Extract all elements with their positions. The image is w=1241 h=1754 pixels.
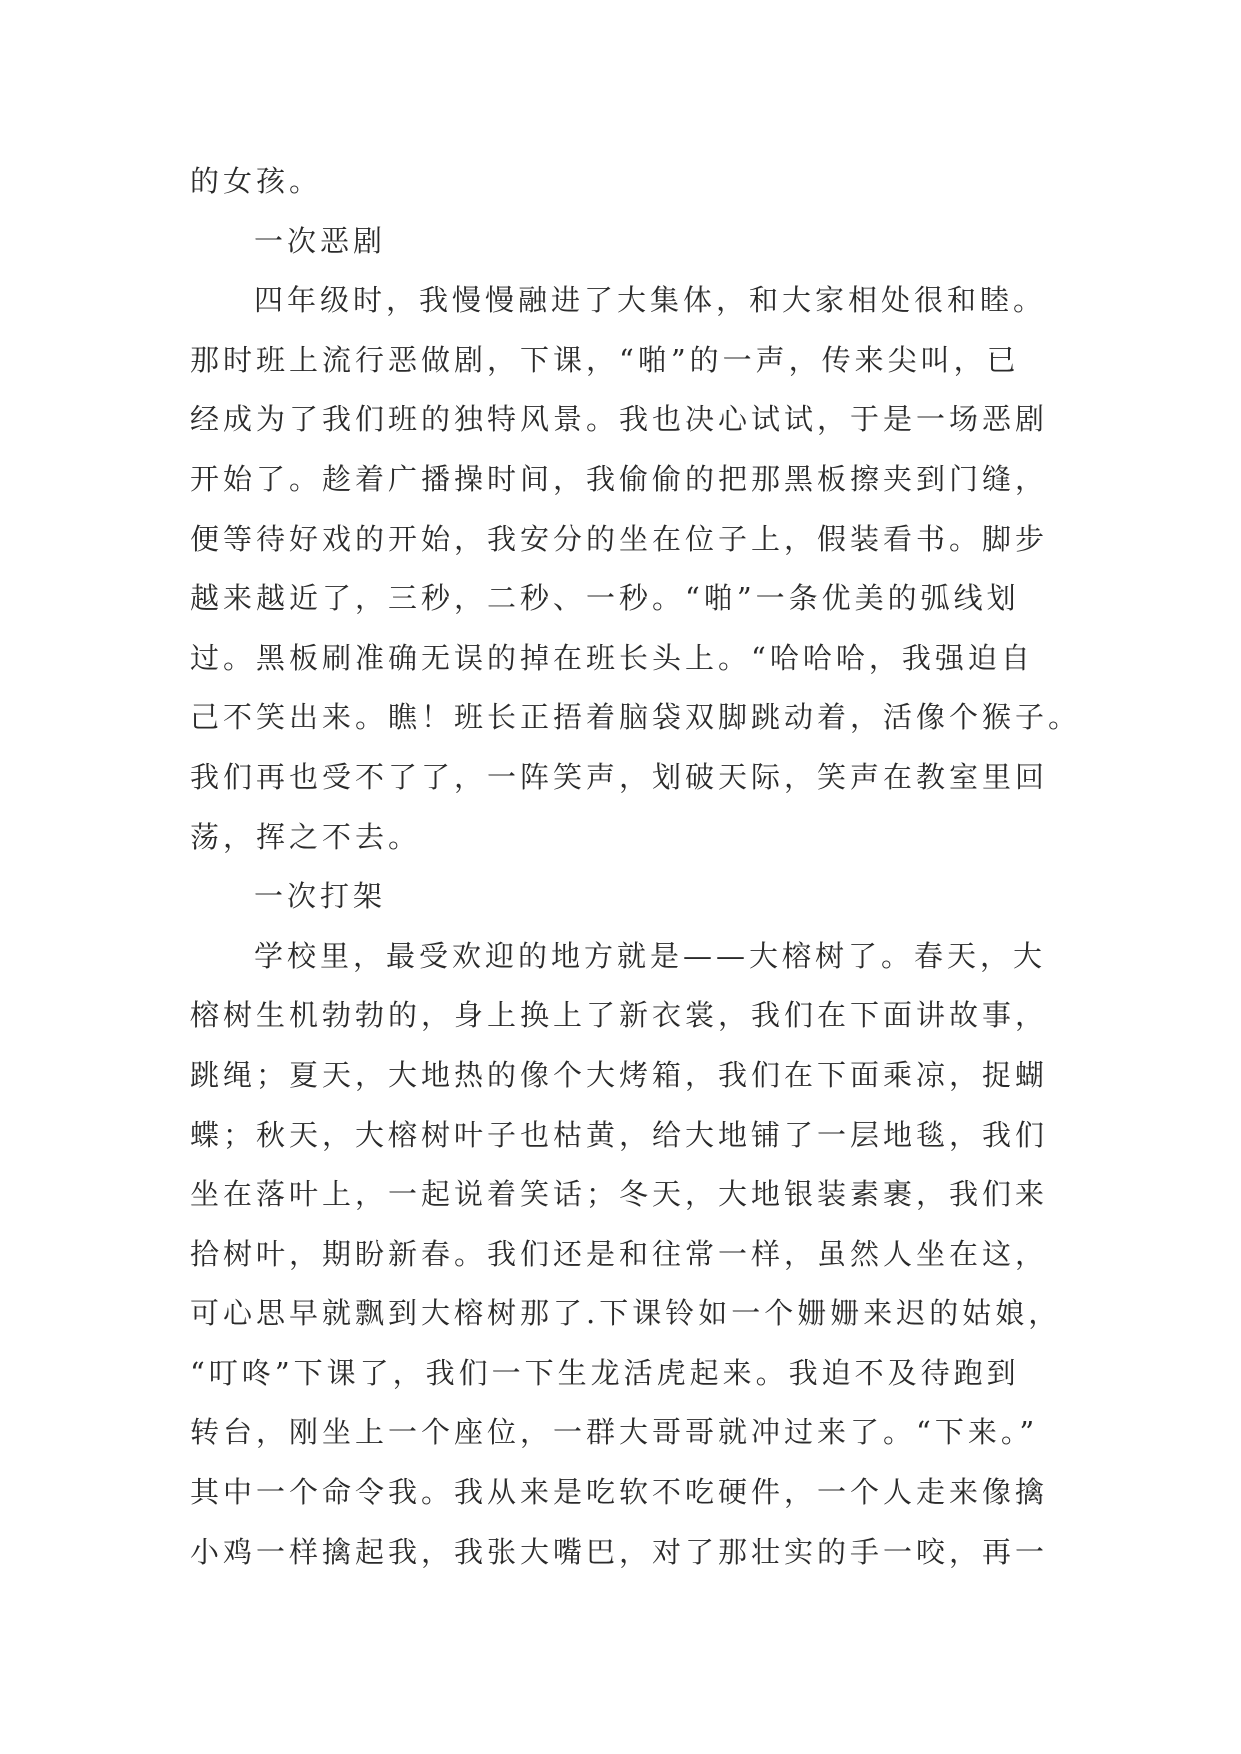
text-line: “叮咚”下课了，我们一下生龙活虎起来。我迫不及待跑到 bbox=[190, 1355, 1020, 1390]
text-line: 荡，挥之不去。 bbox=[190, 819, 422, 854]
text-line: 蝶；秋天，大榕树叶子也枯黄，给大地铺了一层地毯，我们 bbox=[190, 1117, 1049, 1152]
text-line: 那时班上流行恶做剧，下课，“啪”的一声，传来尖叫，已 bbox=[190, 342, 1020, 377]
text-line: 便等待好戏的开始，我安分的坐在位子上，假装看书。脚步 bbox=[190, 521, 1049, 556]
text-line: 经成为了我们班的独特风景。我也决心试试，于是一场恶剧 bbox=[190, 402, 1049, 437]
text-line: 一次打架 bbox=[254, 879, 387, 914]
text-line: 坐在落叶上，一起说着笑话；冬天，大地银装素裹，我们来 bbox=[190, 1177, 1049, 1212]
text-line: 己不笑出来。瞧！班长正捂着脑袋双脚跳动着，活像个猴子。 bbox=[190, 700, 1082, 735]
text-line: 拾树叶，期盼新春。我们还是和往常一样，虽然人坐在这， bbox=[190, 1236, 1049, 1271]
text-line: 四年级时，我慢慢融进了大集体，和大家相处很和睦。 bbox=[254, 283, 1047, 318]
text-line: 的女孩。 bbox=[190, 164, 323, 198]
text-line: 跳绳；夏天，大地热的像个大烤箱，我们在下面乘凉，捉蝴 bbox=[190, 1057, 1049, 1092]
text-line: 开始了。趁着广播操时间，我偷偷的把那黑板擦夹到门缝， bbox=[190, 461, 1049, 496]
text-line: 越来越近了，三秒，二秒、一秒。“啪”一条优美的弧线划 bbox=[190, 581, 1020, 616]
text-line: 学校里，最受欢迎的地方就是——大榕树了。春天，大 bbox=[254, 938, 1047, 973]
text-line: 一次恶剧 bbox=[254, 223, 387, 258]
text-line: 我们再也受不了了，一阵笑声，划破天际，笑声在教室里回 bbox=[190, 759, 1049, 794]
text-line: 过。黑板刷准确无误的掉在班长头上。“哈哈哈，我强迫自 bbox=[190, 640, 1034, 675]
text-line: 其中一个命令我。我从来是吃软不吃硬件，一个人走来像擒 bbox=[190, 1475, 1049, 1510]
text-line: 转台，刚坐上一个座位，一群大哥哥就冲过来了。“下来。” bbox=[190, 1415, 1039, 1450]
text-line: 可心思早就飘到大榕树那了.下课铃如一个姗姗来迟的姑娘， bbox=[190, 1296, 1062, 1331]
text-line: 榕树生机勃勃的，身上换上了新衣裳，我们在下面讲故事， bbox=[190, 998, 1049, 1033]
text-line: 小鸡一样擒起我，我张大嘴巴，对了那壮实的手一咬，再一 bbox=[190, 1534, 1049, 1569]
body-text bbox=[190, 152, 1082, 1582]
